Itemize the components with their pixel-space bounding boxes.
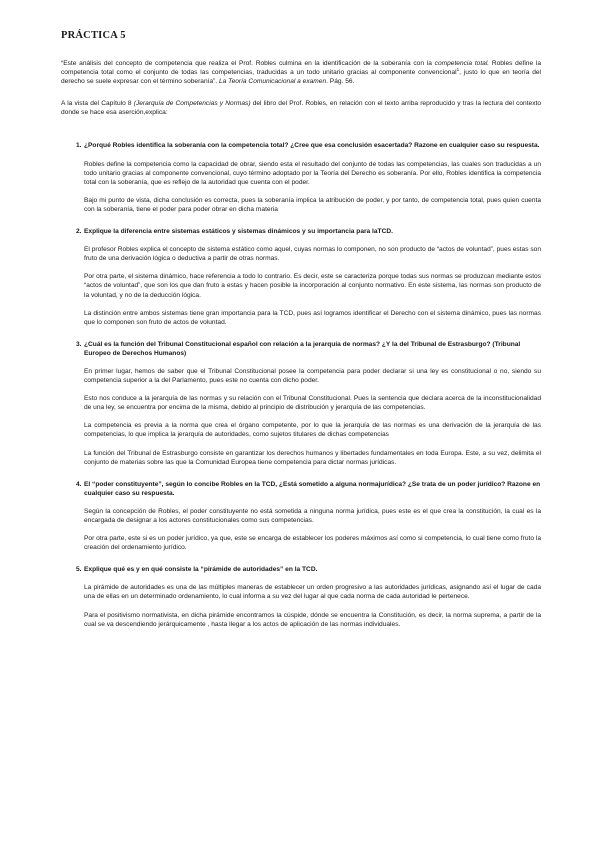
answer-paragraph: La función del Tribunal de Estrasburgo consiste en garantizar los derechos humanos y libertades fundamentales en toda Europa. Este, a su vez, delimita el conjunto de materias sobre las que la Comunidad Europea tiene competencia para dictar normas jurídicas.: [84, 449, 541, 466]
question-block: [61, 227, 541, 327]
answer-paragraph: La competencia es previa a la norma que crea el órgano competente, por lo que la jerarquía de las normas es una derivación de la jerarquía de las competencias, lo que implica la jerarquía de autoridades, como sujetos titulares de dichas competencias: [84, 422, 541, 439]
question-number: 5.: [76, 566, 82, 574]
answer-section: [84, 160, 541, 214]
question-block: [61, 565, 541, 628]
answer-section: [84, 367, 541, 467]
answer-paragraph: Por otra parte, este si es un poder jurídico, ya que, este se encarga de establecer los poderes máximos así como si competencia, lo cual tiene como fruto la creación del ordenamiento jurídico.: [84, 535, 541, 552]
question-number: 1.: [76, 142, 82, 150]
intro-italic: (Jerarquía de Competencias y Normas): [133, 100, 251, 108]
quote-source-italic: La Teoría Comunicacional a examen: [218, 78, 327, 86]
question-block: [61, 141, 541, 214]
question-text: El “poder constituyente”, según lo concibe Robles en la TCD, ¿Está sometido a alguna normajurídica? ¿Se trata de un poder jurídico? Razone en cualquier caso su respuesta.: [84, 480, 541, 497]
intro-text-2: del libro del Prof. Robles, en relación con el texto arriba reproducido y tras la lectura del contexto donde se hace esa aserción,explica:: [61, 100, 542, 117]
footnote-marker: 1: [456, 66, 460, 72]
question-heading: [61, 141, 541, 150]
question-heading: [61, 340, 541, 358]
intro-text-1: A la vista del Capítulo 8: [61, 100, 134, 108]
question-list: [61, 141, 541, 628]
answer-paragraph: Robles define la competencia como la capacidad de obrar, siendo esta el resultado del conjunto de todas las competencias, las cuales son traducidas a un todo unitario gracias al componente convencional, cuyo término adoptado por la Teoría del Derecho es soberanía. Por ello, Robles identifica la competencia total con la soberanía, que es reflejo de la autoridad que cuenta con el poder.: [84, 160, 541, 186]
question-number: 3.: [76, 340, 82, 348]
answer-paragraph: En primer lugar, hemos de saber que el Tribunal Constitucional posee la competencia para poder declarar si una ley es constitucional o no, siendo su competencia superior a la del Parlamento, pues este no cuenta con dicho poder.: [84, 367, 541, 385]
quote-paragraph: [61, 59, 541, 86]
answer-paragraph: La distinción entre ambos sistemas tiene gran importancia para la TCD, pues así logramos identificar el Derecho con el sistema dinámico, pues las normas que lo componen son fruto de actos de voluntad.: [84, 309, 541, 326]
question-text: Explique qué es y en qué consiste la “pirámide de autoridades” en la TCD.: [84, 566, 318, 574]
answer-paragraph: La pirámide de autoridades es una de las múltiples maneras de establecer un orden progresivo a las autoridades jurídicas, asignando así el lugar de cada una de ellas en un determinado ordenamiento, lo cual informa a su vez del lugar al que cada norma de cada autoridad le pertenece.: [84, 584, 541, 601]
answer-paragraph: Según la concepción de Robles, el poder constituyente no está sometida a ninguna norma jurídica, pues este es el que crea la constitución, la cual es la encargada de designar a los actores constitucionales como sus competencias.: [84, 507, 541, 524]
question-block: [61, 480, 541, 553]
quote-italic-1: competencia total.: [434, 60, 490, 67]
question-heading: [61, 227, 541, 236]
question-text: ¿Porqué Robles identifica la soberanía con la competencia total? ¿Cree que esa conclusión esacertada? Razone en cualquier caso su respuesta.: [84, 142, 540, 150]
answer-paragraph: Esto nos conduce a la jerarquía de las normas y su relación con el Tribunal Constitucional. Pues la sentencia que declara acerca de la inconstitucionalidad de una ley, se encuentra por encima de la misma, debido al principio de distribución y jerarquía de las competencias.: [84, 395, 541, 412]
question-text: Explique la diferencia entre sistemas estáticos y sistemas dinámicos y su importancia para laTCD.: [84, 228, 393, 236]
question-text: ¿Cuál es la función del Tribunal Constitucional español con relación a la jerarquía de normas? ¿Y la del Tribunal de Estrasburgo? (Tribunal Europeo de Derechos Humanos): [84, 340, 521, 357]
question-number: 2.: [76, 228, 82, 236]
question-number: 4.: [76, 480, 82, 488]
intro-paragraph: [61, 99, 541, 117]
answer-section: [84, 245, 541, 327]
quote-text-4: . Pág. 56.: [326, 78, 355, 86]
question-heading: [61, 565, 541, 574]
answer-paragraph: El profesor Robles explica el concepto de sistema estático como aquel, cuyas normas lo componen, no son producto de “actos de voluntad”, pues estas son fruto de una derivación lógica o deductiva a partir de otras normas.: [84, 246, 541, 263]
question-block: [61, 340, 541, 467]
page-title: PRÁCTICA 5: [61, 30, 126, 41]
quote-text-1: “Este análisis del concepto de competencia que realiza el Prof. Robles culmina en la identificación de la soberanía con la: [61, 60, 435, 67]
answer-section: [84, 583, 541, 628]
answer-paragraph: Para el positivismo normativista, en dicha pirámide encontramos la cúspide, dónde se encuentra la Constitución, es decir, la norma suprema, a partir de la cual se va descendiendo jerárquicamente , hasta llegar a los actos de aplicación de las normas individuales.: [84, 611, 541, 628]
quote-text-3: , justo lo que en teoría del derecho se suele expresar con el término soberanía”.: [61, 69, 541, 86]
question-heading: [61, 480, 541, 498]
quote-text-2: Robles define la competencia total como el conjunto de todas las competencias, traducidas a un todo unitario gracias al componente convencional: [61, 60, 542, 77]
answer-paragraph: Por otra parte, el sistema dinámico, hace referencia a todo lo contrario. Es decir, este se caracteriza porque todas sus normas se produzcan mediante estos “actos de voluntad”, que son los que dan fruto a estas y hacen posible la incorporación al conjunto normativo. En este sistema, las normas son producto de la voluntad, y no de la deducción lógica.: [84, 273, 541, 299]
answer-paragraph: Bajo mi punto de vista, dicha conclusión es correcta, pues la soberanía implica la atribución de poder, y por tanto, de competencia total, pues quien cuenta con la soberanía, tiene el poder para poder obrar en dicha materia: [84, 196, 541, 213]
answer-section: [84, 507, 541, 552]
